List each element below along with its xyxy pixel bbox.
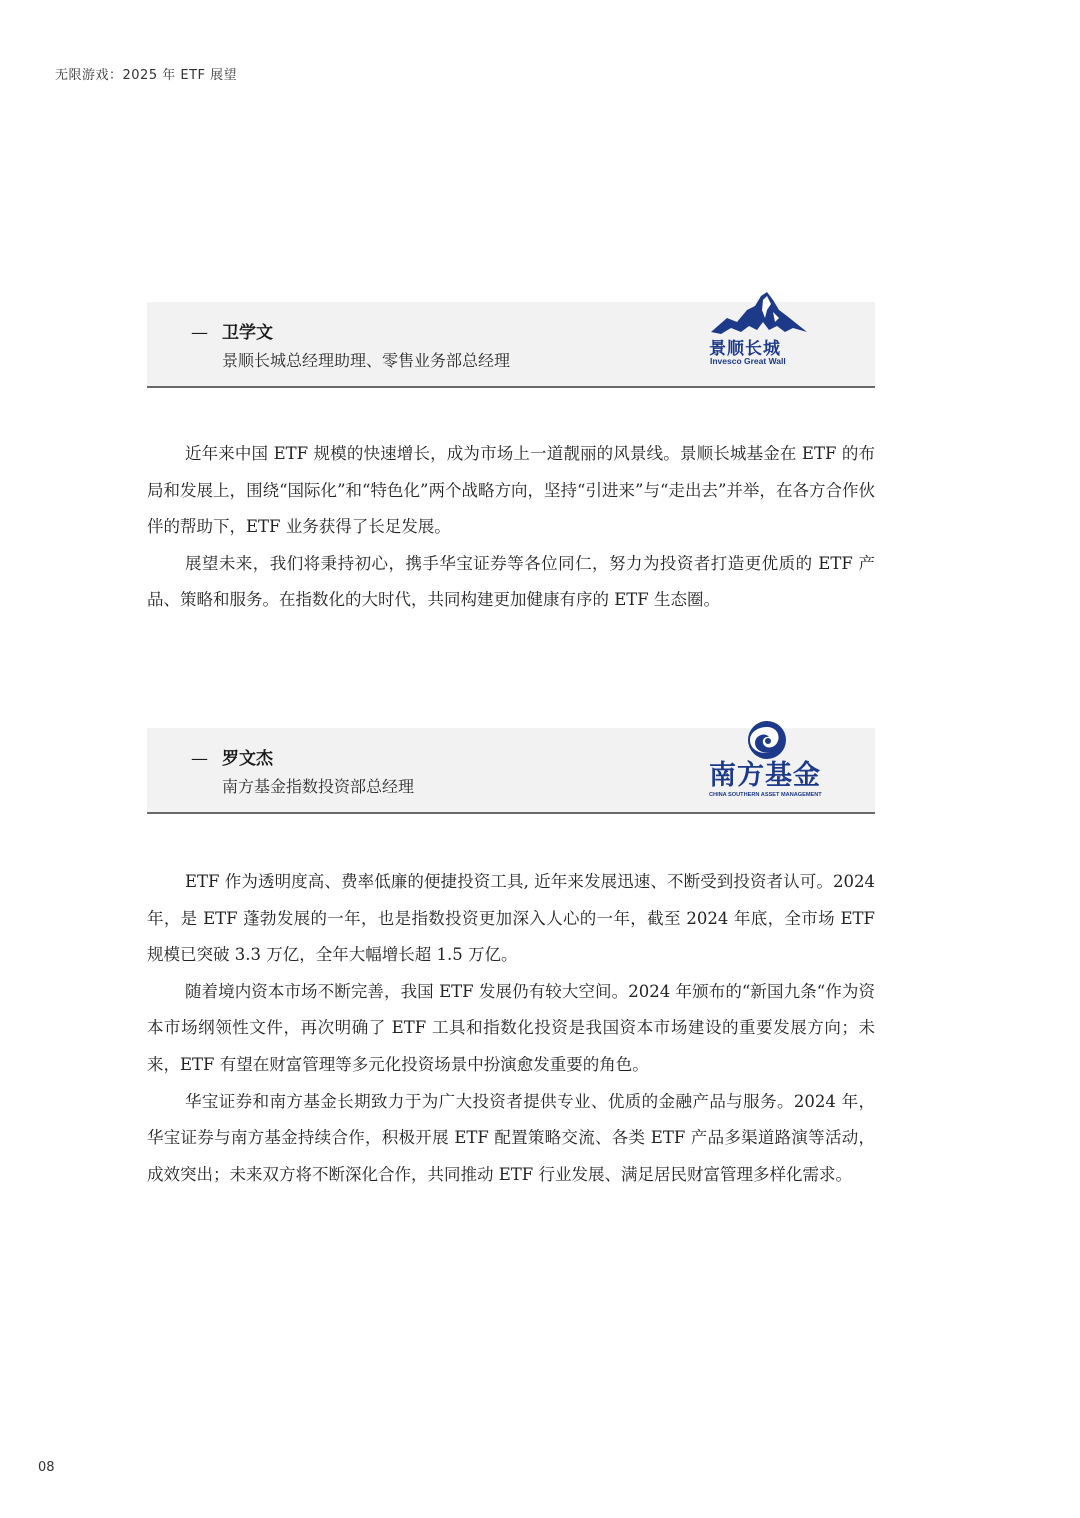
section-body-luowenjie <box>147 864 875 1193</box>
author-dash: — <box>191 323 208 343</box>
paragraph: 展望未来，我们将秉持初心，携手华宝证券等各位同仁，努力为投资者打造更优质的 ETF 产品、策略和服务。在指数化的大时代，共同构建更加健康有序的 ETF 生态圈。 <box>147 553 875 610</box>
paragraph: ETF 作为透明度高、费率低廉的便捷投资工具, 近年来发展迅速、不断受到投资者认可。2024 年，是 ETF 蓬勃发展的一年，也是指数投资更加深入人心的一年，截至 2024 年底，全市场 ETF 规模已突破 3.3 万亿，全年大幅增长超 1.5 万亿。 <box>147 872 875 965</box>
logo-cn-text: 景顺长城 <box>709 339 781 359</box>
paragraph: 随着境内资本市场不断完善，我国 ETF 发展仍有较大空间。2024 年颁布的“新国九条“作为资本市场纲领性文件，再次明确了 ETF 工具和指数化投资是我国资本市场建设的重要发展方向；未来，ETF 有望在财富管理等多元化投资场景中扮演愈发重要的角色。 <box>147 981 875 1074</box>
author-name-text: 卫学文 <box>222 323 273 343</box>
author-name <box>191 318 273 343</box>
author-box-weixuewen <box>147 302 875 388</box>
author-role: 南方基金指数投资部总经理 <box>222 777 415 796</box>
author-dash: — <box>191 749 208 769</box>
logo-en-text: CHINA SOUTHERN ASSET MANAGEMENT <box>709 792 822 798</box>
section-body-weixuewen <box>147 436 875 619</box>
invesco-great-wall-logo <box>707 288 817 378</box>
author-box-luowenjie <box>147 728 875 814</box>
paragraph: 近年来中国 ETF 规模的快速增长，成为市场上一道靓丽的风景线。景顺长城基金在 ETF 的布局和发展上，围绕“国际化”和“特色化”两个战略方向，坚持“引进来”与“走出去”并举，在各方合作伙伴的帮助下，ETF 业务获得了长足发展。 <box>147 444 875 537</box>
logo-en-text: Invesco Great Wall <box>710 356 786 366</box>
author-name <box>191 744 273 769</box>
author-name-text: 罗文杰 <box>222 749 273 769</box>
running-header: 无限游戏：2025 年 ETF 展望 <box>55 68 238 83</box>
paragraph: 华宝证券和南方基金长期致力于为广大投资者提供专业、优质的金融产品与服务。2024 年，华宝证券与南方基金持续合作，积极开展 ETF 配置策略交流、各类 ETF 产品多渠道路演等活动，成效突出；未来双方将不断深化合作，共同推动 ETF 行业发展、满足居民财富管理多样化需求。 <box>147 1091 875 1184</box>
swirl-logo-icon <box>737 718 797 762</box>
page-number: 08 <box>38 1460 55 1475</box>
logo-cn-text: 南方基金 <box>709 760 821 791</box>
china-southern-logo <box>703 718 833 808</box>
author-role: 景顺长城总经理助理、零售业务部总经理 <box>222 351 511 370</box>
